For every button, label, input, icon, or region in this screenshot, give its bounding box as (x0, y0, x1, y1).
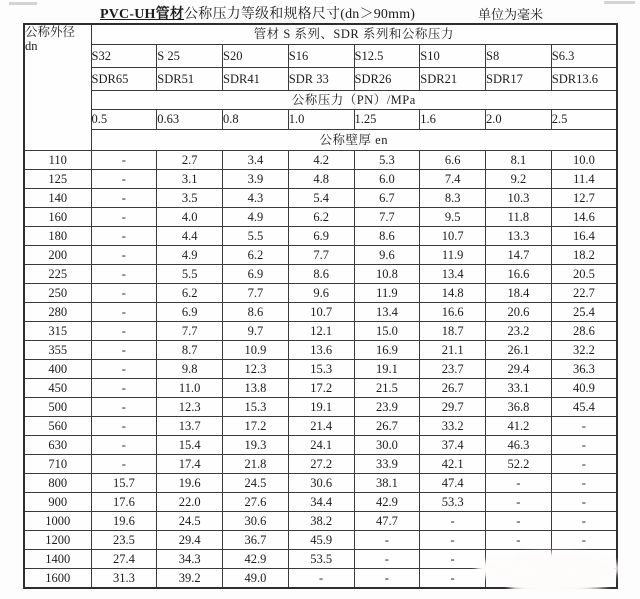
value-cell: - (91, 265, 157, 284)
table-row (24, 360, 617, 379)
value-cell: 20.6 (486, 303, 552, 322)
value-cell: 27.6 (223, 493, 289, 512)
value-cell: 14.8 (420, 284, 486, 303)
dn-cell: 800 (24, 474, 91, 493)
value-cell: 6.9 (157, 303, 223, 322)
corner-header-line1: 公称外径 (25, 25, 76, 39)
value-cell: 16.6 (420, 303, 486, 322)
value-cell: 27.2 (288, 455, 354, 474)
value-cell: 18.4 (486, 284, 552, 303)
value-cell: - (91, 360, 157, 379)
value-cell: 49.0 (223, 569, 289, 589)
series-header-cell: S12.5 (354, 45, 420, 68)
dn-cell: 125 (24, 170, 91, 189)
dn-cell: 500 (24, 398, 91, 417)
value-cell: 7.7 (354, 208, 420, 227)
value-cell: - (91, 208, 157, 227)
value-cell: 45.9 (288, 531, 354, 550)
value-cell: 15.3 (223, 398, 289, 417)
value-cell: 13.7 (157, 417, 223, 436)
value-cell: - (91, 246, 157, 265)
value-cell: 26.7 (420, 379, 486, 398)
value-cell: 29.7 (420, 398, 486, 417)
group-header-row (24, 24, 617, 45)
dn-cell: 1200 (24, 531, 91, 550)
table-row (24, 417, 617, 436)
value-cell: - (486, 512, 552, 531)
value-cell: 11.9 (354, 284, 420, 303)
value-cell: - (354, 569, 420, 589)
series-header-cell: SDR41 (223, 68, 289, 91)
series-header-cell: 0.8 (223, 110, 289, 130)
dn-cell: 280 (24, 303, 91, 322)
table-row (24, 189, 617, 208)
value-cell: 6.7 (354, 189, 420, 208)
value-cell: 9.2 (486, 170, 552, 189)
value-cell: 21.1 (420, 341, 486, 360)
value-cell: 19.1 (288, 398, 354, 417)
dn-cell: 225 (24, 265, 91, 284)
series-header-cell: 1.25 (354, 110, 420, 130)
value-cell: 14.6 (551, 208, 617, 227)
value-cell: 30.0 (354, 436, 420, 455)
value-cell: 6.9 (223, 265, 289, 284)
series-header-cell: SDR17 (486, 68, 552, 91)
dn-cell: 160 (24, 208, 91, 227)
dn-cell: 1400 (24, 550, 91, 569)
value-cell: 13.4 (420, 265, 486, 284)
value-cell: 8.3 (420, 189, 486, 208)
value-cell: 33.2 (420, 417, 486, 436)
value-cell: 3.5 (157, 189, 223, 208)
table-row (24, 474, 617, 493)
value-cell: 13.4 (354, 303, 420, 322)
series-header-cell: SDR65 (91, 68, 157, 91)
dn-cell: 630 (24, 436, 91, 455)
series-header-cell: S 25 (157, 45, 223, 68)
value-cell: 14.7 (486, 246, 552, 265)
value-cell: 6.9 (288, 227, 354, 246)
value-cell: - (354, 531, 420, 550)
value-cell: - (486, 474, 552, 493)
value-cell: 15.7 (91, 474, 157, 493)
value-cell: 11.0 (157, 379, 223, 398)
value-cell: 39.2 (157, 569, 223, 589)
series-header-cell: SDR51 (157, 68, 223, 91)
value-cell: 8.1 (486, 151, 552, 170)
value-cell: 25.4 (551, 303, 617, 322)
page-title-emphasis: PVC-UH管材 (100, 7, 185, 22)
dn-cell: 355 (24, 341, 91, 360)
value-cell: 40.9 (551, 379, 617, 398)
value-cell: 5.3 (354, 151, 420, 170)
table-row (24, 455, 617, 474)
table-row (24, 531, 617, 550)
value-cell: 24.1 (288, 436, 354, 455)
value-cell: - (551, 474, 617, 493)
value-cell: 12.1 (288, 322, 354, 341)
value-cell: 34.3 (157, 550, 223, 569)
value-cell: 8.6 (288, 265, 354, 284)
series-header-cell: 1.0 (288, 110, 354, 130)
corner-header-line2: dn (25, 39, 38, 54)
value-cell: 12.3 (223, 360, 289, 379)
value-cell: 19.1 (354, 360, 420, 379)
value-cell: 34.4 (288, 493, 354, 512)
value-cell: - (288, 569, 354, 589)
value-cell: 16.4 (551, 227, 617, 246)
s-series-row (24, 45, 617, 68)
series-header-cell: 0.63 (157, 110, 223, 130)
dn-cell: 315 (24, 322, 91, 341)
value-cell: - (551, 436, 617, 455)
series-header-cell: S8 (486, 45, 552, 68)
pn-header: 公称压力（PN）/MPa (91, 91, 617, 110)
value-cell: 10.8 (354, 265, 420, 284)
value-cell: - (91, 455, 157, 474)
value-cell: 19.3 (223, 436, 289, 455)
table-row (24, 398, 617, 417)
value-cell: 23.2 (486, 322, 552, 341)
series-header-cell: S16 (288, 45, 354, 68)
dn-cell: 110 (24, 151, 91, 170)
value-cell: 29.4 (157, 531, 223, 550)
value-cell: - (486, 531, 552, 550)
value-cell: 36.8 (486, 398, 552, 417)
value-cell: - (91, 284, 157, 303)
value-cell: 6.6 (420, 151, 486, 170)
value-cell: 3.9 (223, 170, 289, 189)
value-cell: 5.4 (288, 189, 354, 208)
value-cell: 11.4 (551, 170, 617, 189)
sdr-series-row (24, 68, 617, 91)
value-cell: 7.7 (157, 322, 223, 341)
value-cell: - (420, 512, 486, 531)
value-cell: 29.4 (486, 360, 552, 379)
value-cell: - (91, 189, 157, 208)
value-cell: 42.9 (223, 550, 289, 569)
pipe-spec-table (23, 23, 618, 589)
value-cell: 4.9 (157, 246, 223, 265)
value-cell: 7.7 (288, 246, 354, 265)
value-cell: 3.4 (223, 151, 289, 170)
value-cell: - (91, 436, 157, 455)
value-cell: 9.8 (157, 360, 223, 379)
group-header: 管材 S 系列、SDR 系列和公称压力 (91, 24, 617, 45)
dn-cell: 200 (24, 246, 91, 265)
series-header-cell: 2.5 (551, 110, 617, 130)
value-cell: 52.2 (486, 455, 552, 474)
table-row (24, 512, 617, 531)
dn-cell: 1600 (24, 569, 91, 589)
value-cell: 30.6 (223, 512, 289, 531)
value-cell: 33.9 (354, 455, 420, 474)
table-row (24, 151, 617, 170)
value-cell: 7.4 (420, 170, 486, 189)
table-row (24, 436, 617, 455)
value-cell: 24.5 (157, 512, 223, 531)
series-header-cell: SDR 33 (288, 68, 354, 91)
page-title-rest: 公称压力等级和规格尺寸(dn＞90mm) (184, 7, 416, 22)
value-cell: 4.4 (157, 227, 223, 246)
value-cell: 17.4 (157, 455, 223, 474)
table-row (24, 493, 617, 512)
page-title (100, 3, 415, 23)
value-cell: 17.2 (223, 417, 289, 436)
value-cell: 18.2 (551, 246, 617, 265)
dn-cell: 710 (24, 455, 91, 474)
value-cell: 10.7 (288, 303, 354, 322)
table-row (24, 227, 617, 246)
value-cell: 9.5 (420, 208, 486, 227)
value-cell: 31.3 (91, 569, 157, 589)
table-row (24, 379, 617, 398)
value-cell: - (551, 531, 617, 550)
series-header-cell: S6.3 (551, 45, 617, 68)
value-cell: 10.9 (223, 341, 289, 360)
series-header-cell: S32 (91, 45, 157, 68)
value-cell: 27.4 (91, 550, 157, 569)
value-cell: 10.3 (486, 189, 552, 208)
value-cell: 23.9 (354, 398, 420, 417)
pn-values-row (24, 110, 617, 130)
value-cell: 19.6 (91, 512, 157, 531)
value-cell: 45.4 (551, 398, 617, 417)
title-line (0, 3, 640, 23)
series-header-cell: 2.0 (486, 110, 552, 130)
value-cell: 10.0 (551, 151, 617, 170)
value-cell: 26.7 (354, 417, 420, 436)
value-cell: 23.5 (91, 531, 157, 550)
table-row (24, 246, 617, 265)
value-cell: - (91, 151, 157, 170)
dn-cell: 900 (24, 493, 91, 512)
wall-thickness-header: 公称壁厚 en (91, 130, 617, 151)
value-cell: 22.0 (157, 493, 223, 512)
value-cell: 30.6 (288, 474, 354, 493)
value-cell: - (91, 379, 157, 398)
value-cell: - (420, 531, 486, 550)
value-cell: 36.7 (223, 531, 289, 550)
value-cell: 53.3 (420, 493, 486, 512)
value-cell: 22.7 (551, 284, 617, 303)
unit-note: 单位为毫米 (478, 7, 544, 22)
value-cell: 47.7 (354, 512, 420, 531)
table-row (24, 170, 617, 189)
value-cell: 7.7 (223, 284, 289, 303)
value-cell: 6.2 (223, 246, 289, 265)
value-cell: 4.2 (288, 151, 354, 170)
value-cell: 28.6 (551, 322, 617, 341)
table-row (24, 265, 617, 284)
value-cell: 5.5 (157, 265, 223, 284)
value-cell: 18.7 (420, 322, 486, 341)
value-cell: 16.6 (486, 265, 552, 284)
table-row (24, 322, 617, 341)
value-cell: 15.4 (157, 436, 223, 455)
dn-cell: 1000 (24, 512, 91, 531)
dn-cell: 250 (24, 284, 91, 303)
series-header-cell: SDR13.6 (551, 68, 617, 91)
value-cell: 21.4 (288, 417, 354, 436)
value-cell: 16.9 (354, 341, 420, 360)
dn-cell: 400 (24, 360, 91, 379)
value-cell: 47.4 (420, 474, 486, 493)
value-cell: 3.1 (157, 170, 223, 189)
table-row (24, 284, 617, 303)
value-cell: 13.8 (223, 379, 289, 398)
table-row (24, 303, 617, 322)
table-body (24, 151, 617, 589)
value-cell: 9.7 (223, 322, 289, 341)
value-cell: 33.1 (486, 379, 552, 398)
dn-cell: 450 (24, 379, 91, 398)
value-cell: 11.9 (420, 246, 486, 265)
corner-header (24, 24, 91, 151)
dn-cell: 140 (24, 189, 91, 208)
value-cell: 2.7 (157, 151, 223, 170)
dn-cell: 180 (24, 227, 91, 246)
table-row (24, 341, 617, 360)
value-cell: - (91, 322, 157, 341)
value-cell: - (551, 455, 617, 474)
value-cell: 4.0 (157, 208, 223, 227)
value-cell: - (91, 303, 157, 322)
value-cell: 4.3 (223, 189, 289, 208)
watermark-smudge (476, 558, 536, 580)
value-cell: 17.6 (91, 493, 157, 512)
value-cell: 12.3 (157, 398, 223, 417)
value-cell: 37.4 (420, 436, 486, 455)
value-cell: 11.8 (486, 208, 552, 227)
value-cell: - (91, 398, 157, 417)
value-cell: 21.8 (223, 455, 289, 474)
value-cell: 21.5 (354, 379, 420, 398)
value-cell: - (551, 493, 617, 512)
value-cell: - (486, 493, 552, 512)
pn-header-row (24, 91, 617, 110)
value-cell: - (91, 170, 157, 189)
value-cell: 42.9 (354, 493, 420, 512)
series-header-cell: SDR21 (420, 68, 486, 91)
value-cell: 32.2 (551, 341, 617, 360)
value-cell: 41.2 (486, 417, 552, 436)
value-cell: 6.0 (354, 170, 420, 189)
dn-cell: 560 (24, 417, 91, 436)
value-cell: 24.5 (223, 474, 289, 493)
value-cell: - (354, 550, 420, 569)
value-cell: 8.6 (223, 303, 289, 322)
table-row (24, 208, 617, 227)
value-cell: 9.6 (288, 284, 354, 303)
value-cell: 38.1 (354, 474, 420, 493)
value-cell: 53.5 (288, 550, 354, 569)
value-cell: 15.3 (288, 360, 354, 379)
value-cell: 8.6 (354, 227, 420, 246)
value-cell: 20.5 (551, 265, 617, 284)
value-cell: 10.7 (420, 227, 486, 246)
value-cell: - (91, 341, 157, 360)
value-cell: - (91, 227, 157, 246)
value-cell: 9.6 (354, 246, 420, 265)
value-cell: 13.3 (486, 227, 552, 246)
value-cell: 12.7 (551, 189, 617, 208)
series-header-cell: SDR26 (354, 68, 420, 91)
value-cell: 6.2 (157, 284, 223, 303)
value-cell: 17.2 (288, 379, 354, 398)
value-cell: 13.6 (288, 341, 354, 360)
value-cell: 19.6 (157, 474, 223, 493)
wall-header-row (24, 130, 617, 151)
value-cell: - (420, 550, 486, 569)
value-cell: - (91, 417, 157, 436)
value-cell: - (420, 569, 486, 589)
value-cell: 36.3 (551, 360, 617, 379)
value-cell: 4.9 (223, 208, 289, 227)
value-cell: 4.8 (288, 170, 354, 189)
value-cell: 8.7 (157, 341, 223, 360)
value-cell: - (551, 417, 617, 436)
value-cell: 26.1 (486, 341, 552, 360)
value-cell: 23.7 (420, 360, 486, 379)
value-cell: 6.2 (288, 208, 354, 227)
value-cell: 5.5 (223, 227, 289, 246)
series-header-cell: S10 (420, 45, 486, 68)
series-header-cell: 1.6 (420, 110, 486, 130)
series-header-cell: 0.5 (91, 110, 157, 130)
value-cell: 46.3 (486, 436, 552, 455)
series-header-cell: S20 (223, 45, 289, 68)
value-cell: 38.2 (288, 512, 354, 531)
value-cell: 15.0 (354, 322, 420, 341)
value-cell: - (551, 512, 617, 531)
value-cell: 42.1 (420, 455, 486, 474)
